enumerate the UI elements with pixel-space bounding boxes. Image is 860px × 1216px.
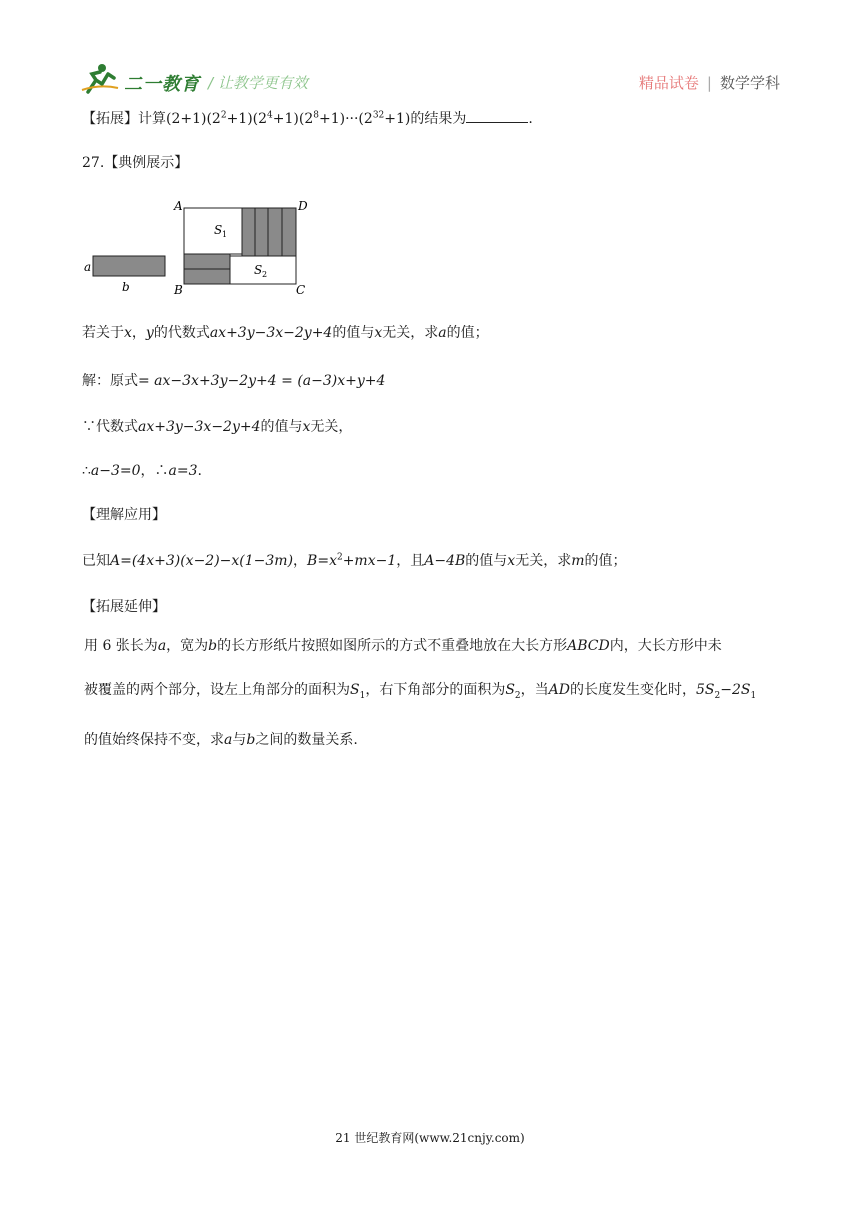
example-line-1 xyxy=(82,322,489,342)
expr-part: +1)···(2 xyxy=(318,111,373,127)
expression: ax+3y−3x−2y+4 xyxy=(209,325,333,341)
var: x xyxy=(374,325,383,341)
text: 的值； xyxy=(446,325,489,341)
var: x xyxy=(124,325,132,341)
expression: −2S xyxy=(720,682,751,698)
text: 的值； xyxy=(584,553,627,569)
text: 的长度发生变化时， xyxy=(570,682,696,698)
text: ，宽为 xyxy=(166,638,209,654)
slogan: / 让教学更有效 xyxy=(208,74,308,92)
apply-question xyxy=(82,550,626,570)
exponent: 4 xyxy=(267,110,273,121)
subscript: 1 xyxy=(750,690,757,701)
expr-part: +1) xyxy=(384,111,411,127)
var: m xyxy=(571,553,585,569)
label-A: A xyxy=(174,199,183,213)
expression: a−3=0 xyxy=(90,463,141,479)
label-s1-sub: 1 xyxy=(222,230,228,239)
product-expression xyxy=(166,111,410,127)
text: 用 6 张长为 xyxy=(84,638,158,654)
var: AD xyxy=(548,682,570,698)
example-line-2 xyxy=(82,370,385,390)
strip xyxy=(268,208,282,256)
expression-b: B=x xyxy=(307,553,337,569)
header-right xyxy=(639,72,780,93)
period: . xyxy=(528,111,533,127)
text: 的值与 xyxy=(465,553,508,569)
subscript: 2 xyxy=(514,690,521,701)
text: 已知 xyxy=(82,553,110,569)
text: 无关， xyxy=(310,419,353,435)
expr-part: +1)(2 xyxy=(272,111,314,127)
small-rectangle xyxy=(93,256,165,276)
var: a xyxy=(157,638,167,654)
label-b: b xyxy=(122,280,130,294)
text: 的值始终保持不变，求 xyxy=(84,731,224,748)
extension-question xyxy=(82,108,533,128)
extension-suffix: 的结果为 xyxy=(410,111,467,127)
text: 的代数式 xyxy=(153,325,210,341)
label-s2: S xyxy=(254,263,263,277)
expr-part: +1)(2 xyxy=(226,111,268,127)
runner-logo-icon xyxy=(80,62,120,96)
text: ，∴ xyxy=(140,463,169,479)
expression: ax+3y−3x−2y+4 xyxy=(138,419,261,435)
exponent: 8 xyxy=(313,110,319,121)
text: ，且 xyxy=(396,553,425,569)
var: S xyxy=(505,682,515,698)
text: 无关，求 xyxy=(382,325,439,341)
label-B: B xyxy=(174,283,183,297)
label-D: D xyxy=(298,199,308,213)
var: x xyxy=(302,419,311,435)
var: x xyxy=(507,553,516,569)
extension-prefix: 【拓展】计算 xyxy=(82,111,166,127)
var: a xyxy=(224,731,233,748)
extend-line-1 xyxy=(84,628,784,664)
extend-line-2 xyxy=(84,672,784,714)
text: 解：原式 xyxy=(82,373,138,389)
apply-title: 【理解应用】 xyxy=(82,507,166,523)
exponent: 2 xyxy=(336,552,343,563)
var: S xyxy=(350,682,360,698)
example-line-3 xyxy=(82,416,352,436)
strip xyxy=(255,208,268,256)
exponent: 32 xyxy=(372,110,385,121)
extend-paragraph xyxy=(84,628,784,758)
example-line-4 xyxy=(82,460,202,480)
var: a xyxy=(438,325,447,341)
strip xyxy=(184,269,230,284)
text: 内，大长方形中未 xyxy=(609,638,722,654)
text: ， xyxy=(131,325,146,341)
text: ，右下角部分的面积为 xyxy=(365,682,506,698)
var: y xyxy=(145,325,154,341)
label-C: C xyxy=(296,283,306,297)
expression: A−4B xyxy=(424,553,466,569)
text: ∵代数式 xyxy=(82,419,138,435)
logo-text: 二一教育 xyxy=(124,74,200,95)
subscript: 2 xyxy=(714,690,721,701)
label-a: a xyxy=(84,260,92,274)
strip xyxy=(242,208,255,256)
exponent: 2 xyxy=(220,110,227,121)
expression-b: +mx−1 xyxy=(342,553,397,569)
text: 被覆盖的两个部分，设左上角部分的面积为 xyxy=(84,682,350,698)
text: ，当 xyxy=(520,682,549,698)
page-header xyxy=(80,62,780,102)
text: 若关于 xyxy=(82,325,124,341)
expr-part: (2+1)(2 xyxy=(166,111,221,127)
var: b xyxy=(246,731,256,748)
header-subject: 数学学科 xyxy=(719,74,780,92)
text: ∴ xyxy=(82,463,91,479)
expression-a: A=(4x+3)(x−2)−x(1−3m) xyxy=(110,553,294,569)
text: 的值与 xyxy=(332,325,375,341)
subscript: 1 xyxy=(359,690,366,701)
label-s2-sub: 2 xyxy=(262,270,268,279)
text: 的值与 xyxy=(260,419,303,435)
header-tag: 精品试卷 xyxy=(638,74,699,92)
var: ABCD xyxy=(567,638,610,654)
text: 的长方形纸片按照如图所示的方式不重叠地放在大长方形 xyxy=(217,638,568,654)
answer-blank xyxy=(466,110,528,123)
expression: 5S xyxy=(696,682,715,698)
header-separator: | xyxy=(706,74,712,92)
strip xyxy=(184,254,230,269)
strip xyxy=(282,208,296,256)
expression: a=3 xyxy=(168,463,198,479)
extend-title: 【拓展延伸】 xyxy=(82,599,166,615)
extend-line-3 xyxy=(84,722,784,758)
text: 之间的数量关系. xyxy=(255,731,358,748)
rectangle-figure xyxy=(84,198,324,298)
expression: = ax−3x+3y−2y+4 = (a−3)x+y+4 xyxy=(138,373,386,389)
text: 与 xyxy=(232,731,247,748)
label-s1: S xyxy=(214,223,223,237)
text: 无关，求 xyxy=(515,553,572,569)
region-s1 xyxy=(184,208,242,254)
text: ， xyxy=(293,553,308,569)
question-27-title: 27.【典例展示】 xyxy=(82,155,189,171)
var: b xyxy=(208,638,218,654)
page-footer: 21 世纪教育网(www.21cnjy.com) xyxy=(335,1131,525,1145)
text: . xyxy=(197,463,202,479)
